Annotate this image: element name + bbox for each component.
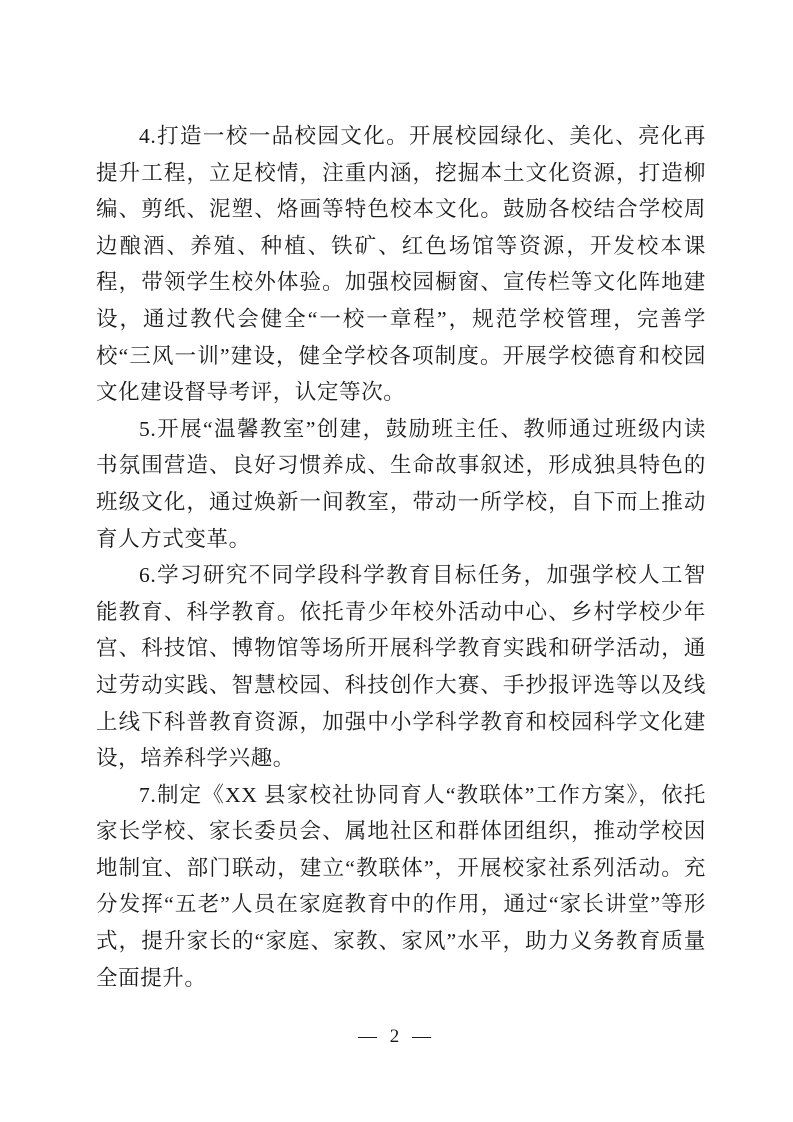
body-paragraph-4: 4.打造一校一品校园文化。开展校园绿化、美化、亮化再提升工程，立足校情，注重内涵，挖掘本土文化资源，打造柳编、剪纸、泥塑、烙画等特色校本文化。鼓励各校结合学校周边酿酒、养殖、种植、铁矿、红色场馆等资源，开发校本课程，带领学生校外体验。加强校园橱窗、宣传栏等文化阵地建设，通过教代会健全“一校一章程”，规范学校管理，完善学校“三风一训”建设，健全学校各项制度。开展学校德育和校园文化建设督导考评，认定等次。 xyxy=(96,124,706,405)
document-body xyxy=(96,118,706,996)
page-number: — 2 — xyxy=(358,1026,435,1047)
body-paragraph-6: 6.学习研究不同学段科学教育目标任务，加强学校人工智能教育、科学教育。依托青少年校外活动中心、乡村学校少年宫、科技馆、博物馆等场所开展科学教育实践和研学活动，通过劳动实践、智慧校园、科技创作大赛、手抄报评选等以及线上线下科普教育资源，加强中小学科学教育和校园科学文化建设，培养科学兴趣。 xyxy=(96,563,706,771)
body-paragraph-5: 5.开展“温馨教室”创建，鼓励班主任、教师通过班级内读书氛围营造、良好习惯养成、生命故事叙述，形成独具特色的班级文化，通过焕新一间教室，带动一所学校，自下而上推动育人方式变革。 xyxy=(96,416,706,551)
body-paragraph-7: 7.制定《XX 县家校社协同育人“教联体”工作方案》，依托家长学校、家长委员会、属地社区和群体团组织，推动学校因地制宜、部门联动，建立“教联体”，开展校家社系列活动。充分发挥“五老”人员在家庭教育中的作用，通过“家长讲堂”等形式，提升家长的“家庭、家教、家风”水平，助力义务教育质量全面提升。 xyxy=(96,782,706,990)
